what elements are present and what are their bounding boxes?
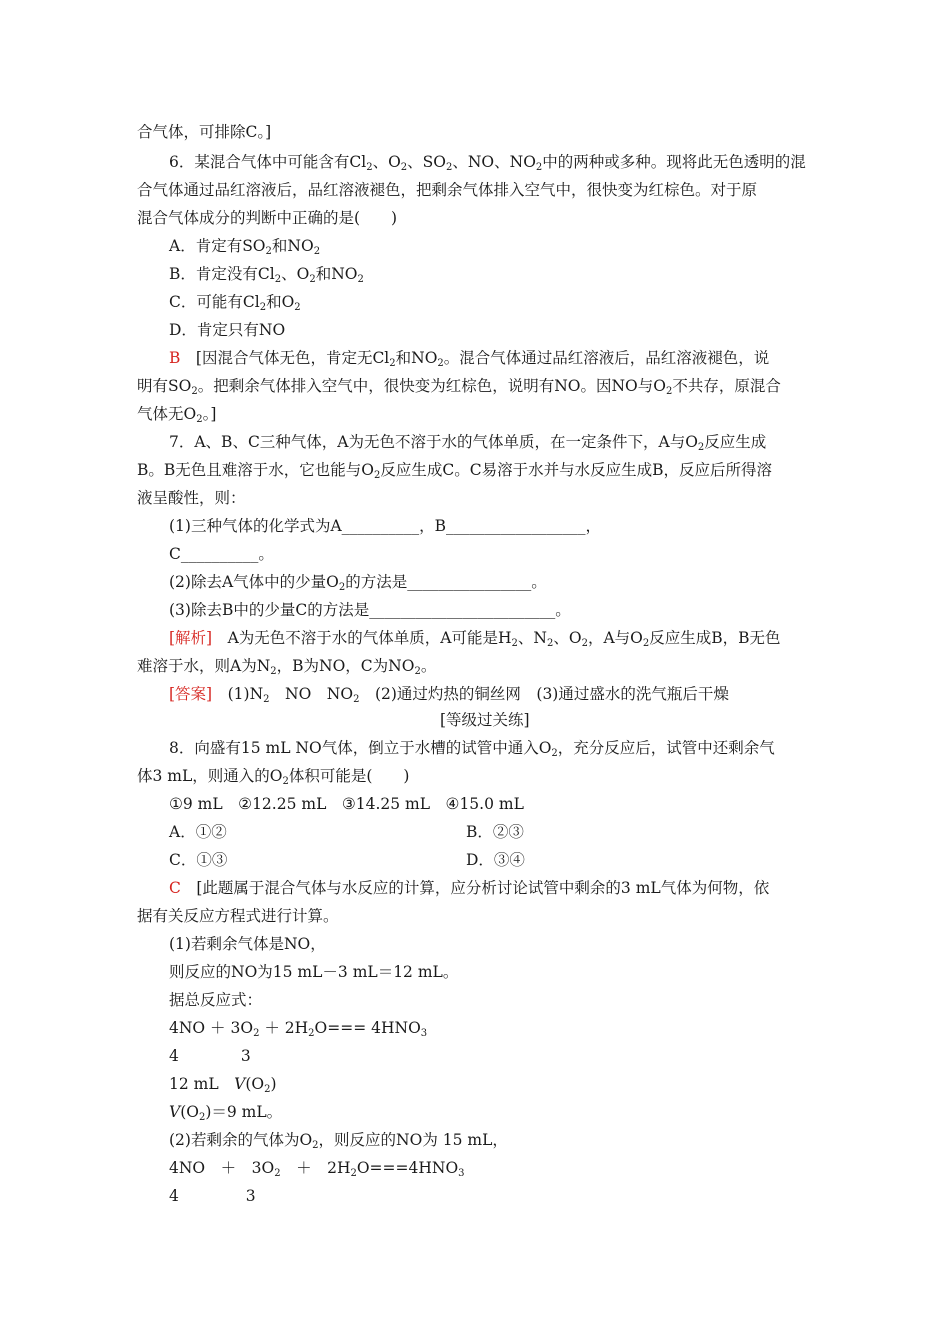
answer-marker: [解析]: [169, 629, 213, 647]
answer-marker: B: [169, 349, 181, 367]
subscript: 2: [414, 666, 421, 677]
subscript: 2: [313, 246, 321, 257]
text-line: [440, 710, 530, 730]
subscript: 3: [420, 1028, 428, 1039]
text-run: D．肯定只有NO: [169, 321, 286, 339]
subscript: 2: [312, 1140, 319, 1151]
text-run: (3)除去B中的少量C的方法是________________________。: [169, 601, 571, 619]
text-run: 。把剩余气体排入空气中，很快变为红棕色，说明有NO。因NO与O: [197, 377, 666, 395]
text-line: [169, 1018, 427, 1044]
text-line: [169, 794, 524, 814]
subscript: 2: [437, 358, 444, 369]
text-run: (2)若剩余的气体为O: [169, 1131, 313, 1149]
text-run: A为无色不溶于水的气体单质，A可能是H: [212, 629, 512, 647]
text-line: [137, 208, 397, 228]
subscript: 2: [551, 748, 558, 759]
text-line: [169, 432, 766, 458]
text-line: [137, 488, 246, 508]
subscript: 2: [581, 638, 588, 649]
text-run: 4 3: [169, 1187, 256, 1205]
answer-marker: C: [169, 879, 181, 897]
text-run: 、O: [281, 265, 310, 283]
text-line: [169, 934, 326, 954]
text-run: ，A与O: [587, 629, 643, 647]
subscript: 2: [265, 246, 272, 257]
text-line: [169, 292, 301, 318]
text-run: (2)除去A气体中的少量O: [169, 573, 339, 591]
subscript: 2: [274, 274, 282, 285]
text-line: [169, 1130, 508, 1156]
subscript: 2: [263, 694, 270, 705]
subscript: 2: [445, 162, 453, 173]
text-run: [因混合气体无色，肯定无Cl: [180, 349, 390, 367]
text-run: ，则反应的NO为 15 mL，: [318, 1131, 508, 1149]
text-run: 反应生成B，B无色: [649, 629, 781, 647]
text-run: 混合气体成分的判断中正确的是( ): [137, 209, 398, 227]
text-line: [137, 656, 436, 682]
text-line: [169, 878, 769, 898]
text-line: [169, 822, 227, 842]
text-line: [169, 850, 227, 870]
text-run: (O: [180, 1103, 199, 1121]
subscript: 2: [264, 1084, 271, 1095]
text-run: 、SO: [407, 153, 446, 171]
subscript: 2: [389, 358, 396, 369]
text-run: 中的两种或多种。现将此无色透明的混: [542, 153, 806, 171]
subscript: 2: [357, 274, 364, 285]
text-run: 明有SO: [137, 377, 192, 395]
text-run: 4NO ＋ 3O: [169, 1019, 254, 1037]
text-line: [169, 1074, 277, 1100]
text-run: 的方法是________________。: [345, 573, 547, 591]
text-run: (1)N: [212, 685, 264, 703]
text-run: NO NO: [269, 685, 354, 703]
text-run: 液呈酸性，则：: [137, 489, 246, 507]
text-run: ＋ 2H: [280, 1159, 351, 1177]
text-run: 和NO: [315, 265, 358, 283]
text-line: [169, 320, 285, 340]
subscript: 2: [309, 274, 316, 285]
text-line: [169, 738, 775, 764]
text-run: B．肯定没有Cl: [169, 265, 275, 283]
text-run: 和NO: [395, 349, 438, 367]
text-run: ＋ 2H: [259, 1019, 309, 1037]
subscript: 2: [274, 1168, 281, 1179]
text-run: 和O: [266, 293, 295, 311]
text-run: [此题属于混合气体与水反应的计算，应分析讨论试管中剩余的3 mL气体为何物，依: [180, 879, 770, 897]
text-run: 据总反应式：: [169, 991, 263, 1009]
text-line: [137, 906, 339, 926]
text-line: [169, 990, 262, 1010]
text-line: [137, 376, 781, 402]
text-run: 和NO: [271, 237, 314, 255]
text-run: 。混合气体通过品红溶液后，品红溶液褪色，说: [443, 349, 770, 367]
text-run: 、N: [517, 629, 547, 647]
text-run: (O: [245, 1075, 265, 1093]
subscript: 2: [665, 386, 673, 397]
text-run: O=== 4HNO: [314, 1019, 421, 1037]
text-line: [169, 152, 806, 178]
text-run: 气体无O: [137, 405, 197, 423]
text-line: [169, 1186, 256, 1206]
italic-text: V: [234, 1075, 246, 1093]
text-line: [169, 264, 364, 290]
subscript: 2: [366, 162, 373, 173]
text-line: [169, 544, 274, 564]
subscript: 2: [338, 582, 346, 593]
text-run: ①9 mL ②12.25 mL ③14.25 mL ④15.0 mL: [169, 795, 524, 813]
text-run: 、O: [372, 153, 401, 171]
text-run: ，B为NO，C为NO: [276, 657, 415, 675]
text-run: 。]: [202, 405, 217, 423]
text-run: (1)若剩余气体是NO，: [169, 935, 326, 953]
text-line: [169, 1102, 282, 1128]
text-run: O===4HNO: [356, 1159, 459, 1177]
text-run: [等级过关练]: [440, 711, 530, 729]
text-run: 不共存，原混合: [672, 377, 781, 395]
text-line: [137, 180, 757, 200]
text-line: [169, 236, 320, 262]
subscript: 2: [270, 666, 277, 677]
text-run: C．①③: [169, 851, 228, 869]
text-run: 体3 mL，则通入的O: [137, 767, 283, 785]
text-line: [137, 460, 772, 486]
subscript: 2: [259, 302, 267, 313]
text-line: [137, 122, 271, 142]
subscript: 2: [697, 442, 705, 453]
option-right-column: [466, 850, 525, 870]
text-run: 6．某混合气体中可能含有Cl: [169, 153, 367, 171]
option-right-column: [466, 822, 524, 842]
subscript: 2: [353, 694, 360, 705]
subscript: 2: [546, 638, 554, 649]
subscript: 2: [642, 638, 650, 649]
text-run: ，充分反应后，试管中还剩余气: [557, 739, 775, 757]
text-run: A．①②: [169, 823, 227, 841]
text-line: [169, 516, 601, 536]
text-run: 4NO ＋ 3O: [169, 1159, 275, 1177]
subscript: 2: [198, 1112, 206, 1123]
subscript: 2: [400, 162, 408, 173]
subscript: 2: [511, 638, 518, 649]
text-run: )＝9 mL。: [205, 1103, 283, 1121]
subscript: 2: [350, 1168, 357, 1179]
text-run: (2)通过灼热的铜丝网 (3)通过盛水的洗气瓶后干燥: [359, 685, 729, 703]
text-run: 8．向盛有15 mL NO气体，倒立于水槽的试管中通入O: [169, 739, 552, 757]
text-run: 则反应的NO为15 mL－3 mL＝12 mL。: [169, 963, 459, 981]
text-run: 4 3: [169, 1047, 251, 1065]
text-line: [169, 962, 458, 982]
text-run: (1)三种气体的化学式为A__________，B__________________，: [169, 517, 602, 535]
text-run: D．③④: [466, 851, 525, 869]
subscript: 2: [191, 386, 198, 397]
subscript: 2: [374, 470, 381, 481]
text-line: [169, 684, 729, 710]
text-line: [169, 600, 571, 620]
text-run: 合气体，可排除C。]: [137, 123, 272, 141]
text-run: 据有关反应方程式进行计算。: [137, 907, 339, 925]
text-run: 、O: [553, 629, 582, 647]
subscript: 3: [458, 1168, 465, 1179]
text-run: 7．A、B、C三种气体，A为无色不溶于水的气体单质，在一定条件下，A与O: [169, 433, 698, 451]
text-line: [169, 628, 781, 654]
subscript: 2: [294, 302, 301, 313]
text-run: B．②③: [466, 823, 524, 841]
text-run: 反应生成: [704, 433, 767, 451]
text-run: 。: [420, 657, 437, 675]
text-run: 、NO、NO: [452, 153, 536, 171]
text-run: 难溶于水，则A为N: [137, 657, 271, 675]
subscript: 2: [196, 414, 203, 425]
text-run: 合气体通过品红溶液后，品红溶液褪色，把剩余气体排入空气中，很快变为红棕色。对于原: [137, 181, 758, 199]
italic-text: V: [169, 1103, 181, 1121]
subscript: 2: [535, 162, 543, 173]
text-run: B。B无色且难溶于水，它也能与O: [137, 461, 374, 479]
text-line: [169, 348, 769, 374]
text-run: C．可能有Cl: [169, 293, 260, 311]
text-run: 反应生成C。C易溶于水并与水反应生成B，反应后所得溶: [380, 461, 772, 479]
subscript: 2: [282, 776, 289, 787]
text-run: ): [270, 1075, 277, 1093]
text-line: [137, 766, 409, 792]
subscript: 2: [253, 1028, 260, 1039]
text-run: 12 mL: [169, 1075, 235, 1093]
subscript: 2: [308, 1028, 315, 1039]
text-line: [169, 1158, 465, 1184]
text-line: [169, 1046, 251, 1066]
text-run: A．肯定有SO: [169, 237, 266, 255]
text-run: C__________。: [169, 545, 274, 563]
text-line: [169, 572, 547, 598]
text-line: [137, 404, 216, 430]
text-run: 体积可能是( ): [288, 767, 410, 785]
answer-marker: [答案]: [169, 685, 213, 703]
